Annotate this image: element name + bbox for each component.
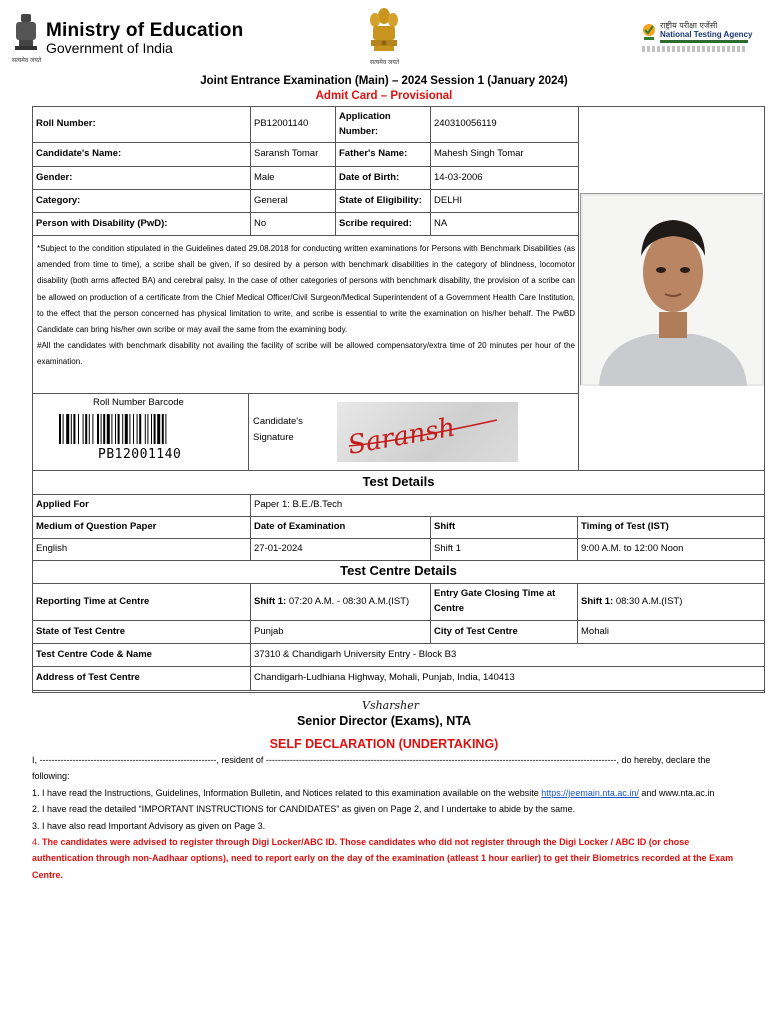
- gate-closing-value: [578, 584, 764, 620]
- jeemain-website-link[interactable]: https://jeemain.nta.ac.in/: [541, 787, 639, 798]
- gender-value: Male: [254, 171, 275, 183]
- barcode-bar: [145, 414, 146, 444]
- reporting-shift: Shift 1:: [254, 595, 287, 607]
- row-divider: [32, 690, 765, 691]
- centre-city-label: City of Test Centre: [434, 625, 518, 637]
- timing-value: 9:00 A.M. to 12:00 Noon: [581, 543, 684, 555]
- reporting-time: 07:20 A.M. - 08:30 A.M.(IST): [286, 595, 410, 607]
- barcode-bar: [165, 414, 166, 444]
- centre-city-value: Mohali: [581, 625, 609, 637]
- shift-label: Shift: [434, 521, 456, 533]
- barcode-bar: [73, 414, 75, 444]
- state-eligibility-label: State of Eligibility:: [339, 194, 422, 206]
- roll-number-value: PB12001140: [254, 118, 309, 130]
- declaration-line-4-num: 4.: [32, 837, 43, 848]
- barcode-bar: [137, 414, 138, 444]
- barcode-bar: [118, 414, 120, 444]
- centre-address-value: Chandigarh-Ludhiana Highway, Mohali, Punjab, India, 140413: [254, 672, 515, 684]
- signature-text: Saransh: [345, 412, 458, 461]
- barcode-bar: [59, 414, 61, 444]
- test-details-title: Test Details: [362, 474, 435, 489]
- centre-state-value: Punjab: [254, 625, 284, 637]
- test-centre-title: Test Centre Details: [340, 563, 457, 578]
- declaration-line-1a: 1. I have read the Instructions, Guidelines, Information Bulletin, and Notices related to this examination available on the website: [32, 787, 542, 798]
- barcode-bar: [162, 414, 164, 444]
- row-divider: [32, 235, 578, 236]
- gate-time: 08:30 A.M.(IST): [613, 595, 683, 607]
- row-divider: [32, 560, 765, 561]
- signature-drawing: [337, 402, 518, 462]
- ministry-name: Ministry of Education: [46, 20, 244, 41]
- director-signature-text: Vsharsher: [362, 699, 419, 712]
- barcode-bar: [97, 414, 99, 444]
- nta-name: National Testing Agency: [660, 30, 753, 39]
- barcode-bar: [115, 414, 116, 444]
- barcode-label: Roll Number Barcode: [93, 397, 184, 408]
- self-declaration-body: [32, 752, 742, 883]
- note-paragraph-2: #All the candidates with benchmark disability not availing the facility of scribe will be allowed compensatory/extra time of 20 minutes per hour of the examination.: [37, 341, 575, 367]
- barcode-bar: [111, 414, 112, 444]
- shift-value: Shift 1: [434, 543, 461, 555]
- barcode-bar: [92, 414, 93, 444]
- father-name-value: Mahesh Singh Tomar: [434, 148, 524, 160]
- nta-hindi-name: राष्ट्रीय परीक्षा एजेंसी: [660, 21, 718, 30]
- barcode-bar: [78, 414, 79, 444]
- ashoka-emblem-icon: [368, 6, 400, 58]
- declaration-line-4-text: The candidates were advised to register through Digi Locker/ABC ID. Those candidates who did not register through the Digi Locker / ABC ID (or chose authentication through non-Aadhaar options), need to report early on the day of the examination (atleast 1 hour earlier) to get their Biometrics recorded at the Exam Centre.: [32, 837, 734, 880]
- barcode-bar: [107, 414, 110, 444]
- declaration-line-2: 2. I have read the detailed “IMPORTANT INSTRUCTIONS for CANDIDATES” as given on Page 2, and I undertake to abide by the same.: [32, 804, 576, 815]
- dob-value: 14-03-2006: [434, 171, 483, 183]
- declaration-line-3: 3. I have also read Important Advisory as given on Page 3.: [32, 820, 266, 831]
- medium-value: English: [36, 543, 68, 555]
- reporting-time-value: [251, 584, 429, 620]
- medium-label: Medium of Question Paper: [36, 521, 157, 533]
- note-paragraph-1: *Subject to the condition stipulated in the Guidelines dated 29.08.2018 for conducting written examinations for Persons with Benchmark Disabilities (as amended from time to time), a scribe shall be given, if so desired by a person with benchmark disabilities in the category of blindness, locomotor disability (both arms affected BA) and cerebral palsy. In the case of other categories of persons with benchmark disability, the provision of a scribe can be allowed on production of a certificate from the Chief Medical Officer/Civil Surgeon/Medical Superintendent of a Government Health Care Institution, to the effect that the person concerned has physical limitation to write, and scribe is essential to write the examination on his/her behalf. The PwBD Candidate can bring his/her own scribe or may avail the same from the examining body.: [37, 244, 575, 335]
- applied-for-label: Applied For: [36, 499, 89, 511]
- barcode-bar: [133, 414, 134, 444]
- gender-label: Gender:: [36, 171, 73, 183]
- director-title: Senior Director (Exams), NTA: [296, 714, 472, 728]
- candidate-signature-label: [250, 410, 330, 450]
- scribe-label: Scribe required:: [339, 217, 412, 229]
- barcode-bar: [63, 414, 64, 444]
- nta-tagline-bar: [660, 40, 748, 43]
- director-signature: [362, 694, 419, 714]
- exam-date-value: 27-01-2024: [254, 543, 303, 555]
- gate-closing-label: Entry Gate Closing Time at Centre: [434, 588, 556, 614]
- roll-number-barcode: [59, 414, 224, 444]
- admit-card-title: Admit Card – Provisional: [315, 90, 453, 102]
- emblem-motto: सत्यमेव जयते: [370, 60, 400, 66]
- row-divider: [32, 470, 765, 471]
- candidate-photo: [580, 193, 763, 385]
- declaration-line-4: [32, 834, 742, 883]
- category-value: General: [254, 194, 288, 206]
- barcode-bar: [147, 414, 148, 444]
- nta-subtext: [642, 46, 746, 52]
- ministry-motto: सत्यमेव जयते: [12, 58, 42, 64]
- state-eligibility-value: DELHI: [434, 194, 462, 206]
- pwd-value: No: [254, 217, 267, 229]
- candidate-signature-image: [337, 402, 518, 462]
- application-number-label: Application Number:: [339, 110, 391, 137]
- national-emblem-icon: [12, 12, 40, 56]
- gate-shift: Shift 1:: [581, 595, 614, 607]
- barcode-bar: [101, 414, 102, 444]
- barcode-bar: [139, 414, 141, 444]
- declaration-line-0: I, -----------------------------------------------------------, resident of ---------------------------------------------------------------------------------------------------------------------, do hereby, declare the following:: [32, 755, 711, 782]
- barcode-text: PB12001140: [98, 447, 182, 462]
- barcode-bar: [89, 414, 90, 444]
- self-declaration-title: SELF DECLARATION (UNDERTAKING): [269, 737, 499, 751]
- exam-date-label: Date of Examination: [254, 521, 346, 533]
- pwd-label: Person with Disability (PwD):: [36, 217, 168, 229]
- barcode-bar: [66, 414, 69, 444]
- declaration-line-1: [32, 785, 742, 801]
- signature-label-text: Candidate's Signature: [253, 416, 303, 443]
- application-number-value: 240310056119: [434, 118, 497, 130]
- reporting-time-label: Reporting Time at Centre: [36, 595, 150, 607]
- page-header: [0, 0, 768, 70]
- barcode-bar: [85, 414, 87, 444]
- centre-code-value: 37310 & Chandigarh University Entry - Block B3: [254, 648, 457, 660]
- dob-label: Date of Birth:: [339, 171, 400, 183]
- nta-logo-icon: [642, 22, 656, 42]
- col-divider: [578, 106, 579, 470]
- exam-title: Joint Entrance Examination (Main) – 2024 Session 1 (January 2024): [200, 75, 568, 87]
- centre-code-label: Test Centre Code & Name: [36, 648, 152, 660]
- col-divider: [248, 393, 249, 470]
- barcode-bar: [71, 414, 72, 444]
- barcode-bar: [151, 414, 152, 444]
- centre-address-label: Address of Test Centre: [36, 672, 140, 684]
- applied-for-value: Paper 1: B.E./B.Tech: [254, 499, 343, 511]
- category-label: Category:: [36, 194, 81, 206]
- candidate-name-label: Candidate's Name:: [36, 148, 122, 160]
- scribe-value: NA: [434, 217, 448, 229]
- candidate-photo-image: [581, 194, 764, 386]
- father-name-label: Father's Name:: [339, 148, 408, 160]
- barcode-bar: [83, 414, 84, 444]
- barcode-bar: [129, 414, 130, 444]
- roll-number-label: Roll Number:: [36, 118, 96, 130]
- barcode-bar: [122, 414, 123, 444]
- centre-state-label: State of Test Centre: [36, 625, 126, 637]
- barcode-bar: [103, 414, 105, 444]
- candidate-name-value: Saransh Tomar: [254, 148, 319, 160]
- pwd-scribe-note: [37, 241, 575, 371]
- timing-label: Timing of Test (IST): [581, 521, 669, 533]
- barcode-bar: [157, 414, 160, 444]
- government-name: Government of India: [46, 40, 173, 56]
- barcode-bar: [125, 414, 128, 444]
- declaration-line-1b: and www.nta.ac.in: [638, 787, 715, 798]
- barcode-bar: [154, 414, 156, 444]
- row-divider: [32, 393, 578, 394]
